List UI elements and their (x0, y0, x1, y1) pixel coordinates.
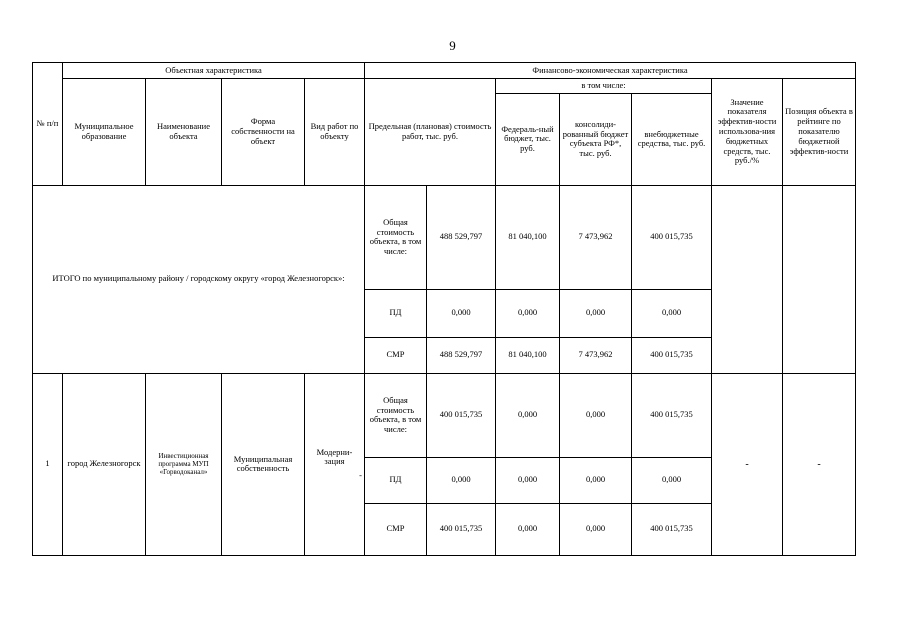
item-row-federal: 0,000 (496, 503, 560, 555)
header-efficiency: Значение показателя эффектив-ности использова-ния бюджетных средств, тыс. руб./% (712, 79, 783, 186)
total-row-federal: 81 040,100 (496, 185, 560, 289)
item-row-total: 0,000 (427, 457, 496, 503)
total-row-federal: 81 040,100 (496, 337, 560, 373)
financial-table (32, 62, 856, 556)
total-row-consolidated: 7 473,962 (560, 185, 632, 289)
item-row-federal: 0,000 (496, 373, 560, 457)
item-row-total: 400 015,735 (427, 373, 496, 457)
item-row-consolidated: 0,000 (560, 373, 632, 457)
item-position: - (783, 373, 856, 555)
item-num: 1 (33, 373, 63, 555)
total-row-extra: 0,000 (632, 289, 712, 337)
total-row-total: 0,000 (427, 289, 496, 337)
total-label: ИТОГО по муниципальному району / городскому округу «город Железногорск»: (33, 185, 365, 373)
item-row-label: ПД (365, 457, 427, 503)
header-extrabudget: внебюджетные средства, тыс. руб. (632, 93, 712, 185)
item-object-name: Инвестиционная программа МУП «Горводоканал» (146, 373, 222, 555)
page-number: 9 (449, 38, 456, 53)
total-row-label: СМР (365, 337, 427, 373)
total-row-label: Общая стоимость объекта, в том числе: (365, 185, 427, 289)
header-work-type: Вид работ по объекту (305, 79, 365, 186)
header-object-name: Наименование объекта (146, 79, 222, 186)
item-ownership: Муниципальная собственность (222, 373, 305, 555)
header-finance-group: Финансово-экономическая характеристика (365, 63, 856, 79)
item-row-consolidated: 0,000 (560, 457, 632, 503)
item-row-federal: 0,000 (496, 457, 560, 503)
item-row-extra: 400 015,735 (632, 503, 712, 555)
header-ownership: Форма собственности на объект (222, 79, 305, 186)
total-row-consolidated: 0,000 (560, 289, 632, 337)
total-row-consolidated: 7 473,962 (560, 337, 632, 373)
total-row-total: 488 529,797 (427, 185, 496, 289)
item-work-mark: - (359, 470, 362, 481)
header-position: Позиция объекта в рейтинге по показателю бюджетной эффектив-ности (783, 79, 856, 186)
header-consolidated: консолиди-рованный бюджет субъекта РФ*, тыс. руб. (560, 93, 632, 185)
item-efficiency: - (712, 373, 783, 555)
total-row-total: 488 529,797 (427, 337, 496, 373)
item-work-type-text: Модерни-зация (316, 446, 353, 467)
total-row-extra: 400 015,735 (632, 337, 712, 373)
header-object-group: Объектная характеристика (63, 63, 365, 79)
header-municipality: Муниципальное образование (63, 79, 146, 186)
item-row-label: СМР (365, 503, 427, 555)
header-max-cost: Предельная (плановая) стоимость работ, тыс. руб. (365, 79, 496, 186)
total-efficiency-cell (712, 185, 783, 373)
header-including: в том числе: (496, 79, 712, 94)
total-row-extra: 400 015,735 (632, 185, 712, 289)
item-work-type (305, 373, 365, 555)
total-row-federal: 0,000 (496, 289, 560, 337)
total-position-cell (783, 185, 856, 373)
item-row-consolidated: 0,000 (560, 503, 632, 555)
total-row-label: ПД (365, 289, 427, 337)
item-municipality: город Железногорск (63, 373, 146, 555)
item-row-label: Общая стоимость объекта, в том числе: (365, 373, 427, 457)
item-row-total: 400 015,735 (427, 503, 496, 555)
item-row-extra: 400 015,735 (632, 373, 712, 457)
header-num: № п/п (33, 63, 63, 186)
header-federal: Федераль-ный бюджет, тыс. руб. (496, 93, 560, 185)
item-row-extra: 0,000 (632, 457, 712, 503)
